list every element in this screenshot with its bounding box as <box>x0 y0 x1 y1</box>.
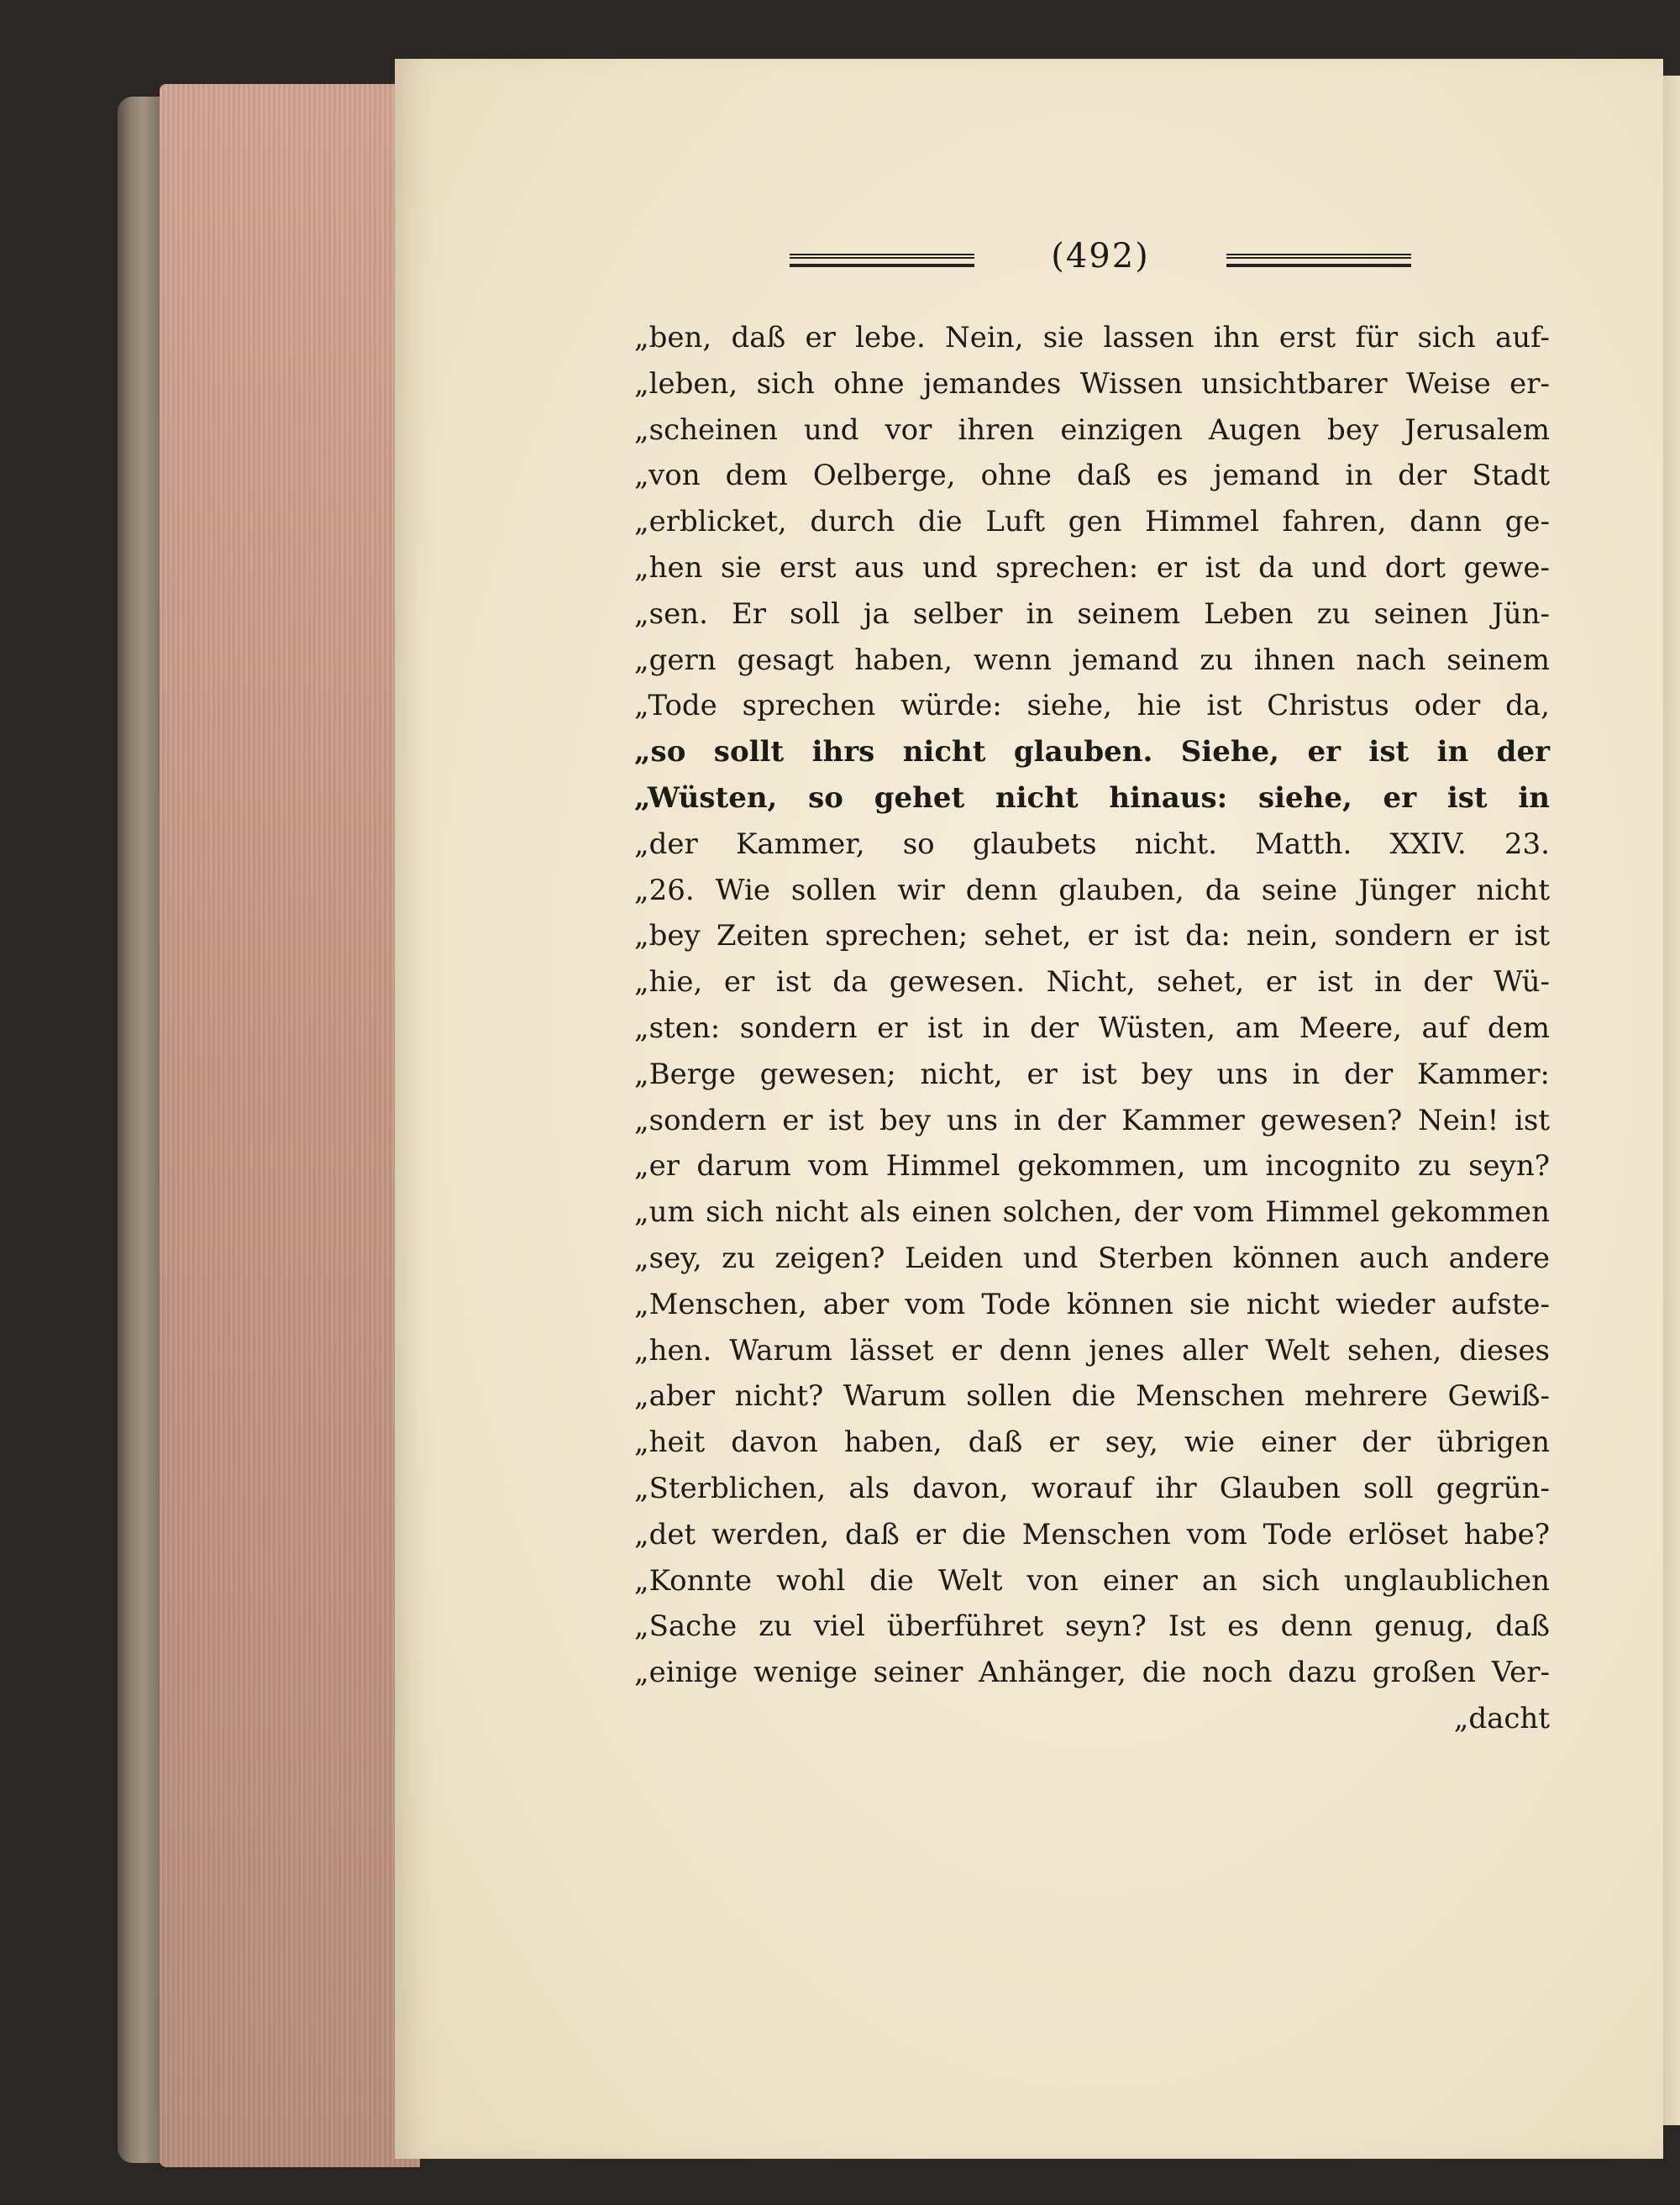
text-line: „heit davon haben, daß er sey, wie einer der übrigen <box>634 1425 1550 1460</box>
page-header <box>790 237 1411 294</box>
text-line: „Tode sprechen würde: siehe, hie ist Christus oder da, <box>634 689 1550 723</box>
text-line: „Sterblichen, als davon, worauf ihr Glauben soll gegrün- <box>634 1471 1550 1505</box>
text-line-quotation: „Wüsten, so gehet nicht hinaus: siehe, er ist in <box>634 780 1550 815</box>
text-line: „der Kammer, so glaubets nicht. Matth. XXIV. 23. <box>634 827 1550 861</box>
text-line: „sey, zu zeigen? Leiden und Sterben können auch andere <box>634 1241 1550 1275</box>
text-line: „aber nicht? Warum sollen die Menschen mehrere Gewiß- <box>634 1379 1550 1414</box>
text-line: „ben, daß er lebe. Nein, sie lassen ihn erst für sich auf- <box>634 321 1550 354</box>
text-line: „sondern er ist bey uns in der Kammer gewesen? Nein! ist <box>634 1103 1550 1137</box>
header-rule-left <box>790 254 974 267</box>
text-line: „erblicket, durch die Luft gen Himmel fahren, dann ge- <box>634 505 1550 539</box>
body-text <box>634 315 1550 1742</box>
text-line: „leben, sich ohne jemandes Wissen unsichtbarer Weise er- <box>634 366 1550 401</box>
text-line: „scheinen und vor ihren einzigen Augen bey Jerusalem <box>634 412 1550 447</box>
text-line: „sen. Er soll ja selber in seinem Leben zu seinen Jün- <box>634 596 1550 631</box>
text-line: „bey Zeiten sprechen; sehet, er ist da: nein, sondern er ist <box>634 919 1550 953</box>
text-line: „det werden, daß er die Menschen vom Tode erlöset habe? <box>634 1517 1550 1551</box>
text-line: „hen sie erst aus und sprechen: er ist da und dort gewe- <box>634 550 1550 585</box>
text-line: „einige wenige seiner Anhänger, die noch dazu großen Ver- <box>634 1656 1550 1690</box>
text-line: „Berge gewesen; nicht, er ist bey uns in der Kammer: <box>634 1057 1550 1091</box>
text-line: „Konnte wohl die Welt von einer an sich unglaublichen <box>634 1563 1550 1598</box>
header-rule-right <box>1226 254 1411 267</box>
text-line: „sten: sondern er ist in der Wüsten, am Meere, auf dem <box>634 1011 1550 1045</box>
page-fore-edge <box>160 84 420 2167</box>
text-line: „hie, er ist da gewesen. Nicht, sehet, er ist in der Wü- <box>634 965 1550 1000</box>
text-line: „Menschen, aber vom Tode können sie nicht wieder aufste- <box>634 1287 1550 1321</box>
text-line: „er darum vom Himmel gekommen, um incognito zu seyn? <box>634 1149 1550 1184</box>
page-number: (492) <box>1051 237 1150 276</box>
text-line: „26. Wie sollen wir denn glauben, da seine Jünger nicht <box>634 873 1550 907</box>
text-line: „um sich nicht als einen solchen, der vom Himmel gekommen <box>634 1195 1550 1230</box>
text-line: „hen. Warum lässet er denn jenes aller Welt sehen, dieses <box>634 1333 1550 1368</box>
text-line: „gern gesagt haben, wenn jemand zu ihnen nach seinem <box>634 643 1550 677</box>
text-line: „Sache zu viel überführet seyn? Ist es denn genug, daß <box>634 1609 1550 1644</box>
text-line: „von dem Oelberge, ohne daß es jemand in der Stadt <box>634 459 1550 493</box>
catchword: „dacht <box>1453 1701 1550 1735</box>
text-line-quotation: „so sollt ihrs nicht glauben. Siehe, er ist in der <box>634 735 1550 769</box>
